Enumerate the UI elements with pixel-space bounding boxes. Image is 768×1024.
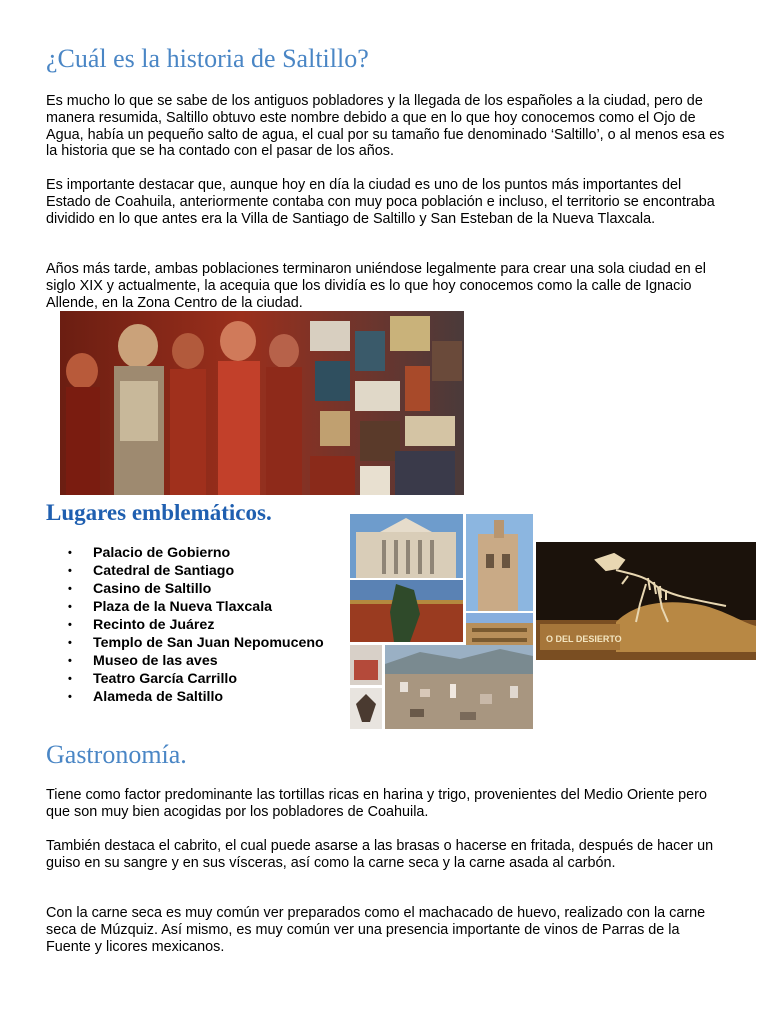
desert-museum-sign: O DEL DESIERTO xyxy=(546,634,622,644)
desert-museum-image xyxy=(536,542,756,660)
list-item: • Recinto de Juárez xyxy=(68,617,215,633)
bullet-icon: • xyxy=(68,637,72,649)
mural-image xyxy=(60,311,464,495)
gastronomy-paragraph-2: También destaca el cabrito, el cual puede asarse a las brasas o hacerse en fritada, después de hacer un guiso en su sangre y en sus vísceras, así como la carne seca y la carne asada al carbón. xyxy=(46,838,714,871)
bullet-icon: • xyxy=(68,583,72,595)
list-item: • Catedral de Santiago xyxy=(68,563,235,579)
gastronomy-heading: Gastronomía. xyxy=(46,740,187,769)
history-paragraph-1: Es mucho lo que se sabe de los antiguos pobladores y la llegada de los españoles a la ciudad, pero de manera resumida, Saltillo obtuvo este nombre debido a que en lo que hoy conocemos como el Ojo de Agua, había un pequeño salto de agua, el cual por su tamaño fue denominado ‘Saltillo’, o al menos esa es la historia que se ha contado con el pasar de los años. xyxy=(46,93,725,160)
gastronomy-paragraph-1: Tiene como factor predominante las tortillas ricas en harina y trigo, provenientes del Medio Oriente pero que son muy bien acogidas por los pobladores de Coahuila. xyxy=(46,787,707,820)
history-paragraph-3: Años más tarde, ambas poblaciones terminaron uniéndose legalmente para crear una sola ciudad en el siglo XIX y actualmente, la acequia que los dividía es lo que hoy conocemos como la calle de Ignacio Allende, en la Zona Centro de la ciudad. xyxy=(46,261,706,311)
list-item: • Museo de las aves xyxy=(68,653,218,669)
landmarks-list xyxy=(68,544,324,706)
bullet-icon: • xyxy=(68,565,72,577)
bullet-icon: • xyxy=(68,547,72,559)
list-item: • Casino de Saltillo xyxy=(68,581,212,597)
bullet-icon: • xyxy=(68,691,72,703)
bullet-icon: • xyxy=(68,655,72,667)
list-item: • Templo de San Juan Nepomuceno xyxy=(68,635,324,651)
bullet-icon: • xyxy=(68,673,72,685)
list-item: • Alameda de Saltillo xyxy=(68,689,224,705)
history-paragraph-2: Es importante destacar que, aunque hoy en día la ciudad es uno de los puntos más importantes del Estado de Coahuila, anteriormente contaba con muy poca población e incluso, el territorio se encontraba dividido en lo que antes era la Villa de Santiago de Saltillo y San Esteban de la Nueva Tlaxcala. xyxy=(46,177,715,227)
landmarks-heading: Lugares emblemáticos. xyxy=(46,500,272,525)
page-title: ¿Cuál es la historia de Saltillo? xyxy=(46,44,369,73)
list-item: • Plaza de la Nueva Tlaxcala xyxy=(68,599,273,615)
bullet-icon: • xyxy=(68,619,72,631)
list-item: • Teatro García Carrillo xyxy=(68,671,238,687)
landmarks-collage xyxy=(350,514,533,729)
bullet-icon: • xyxy=(68,601,72,613)
gastronomy-paragraph-3: Con la carne seca es muy común ver preparados como el machacado de huevo, realizado con la carne seca de Múzquiz. Así mismo, es muy común ver una presencia importante de vinos de Parras de la Fuente y licores mexicanos. xyxy=(46,905,706,955)
list-item: • Palacio de Gobierno xyxy=(68,545,231,561)
